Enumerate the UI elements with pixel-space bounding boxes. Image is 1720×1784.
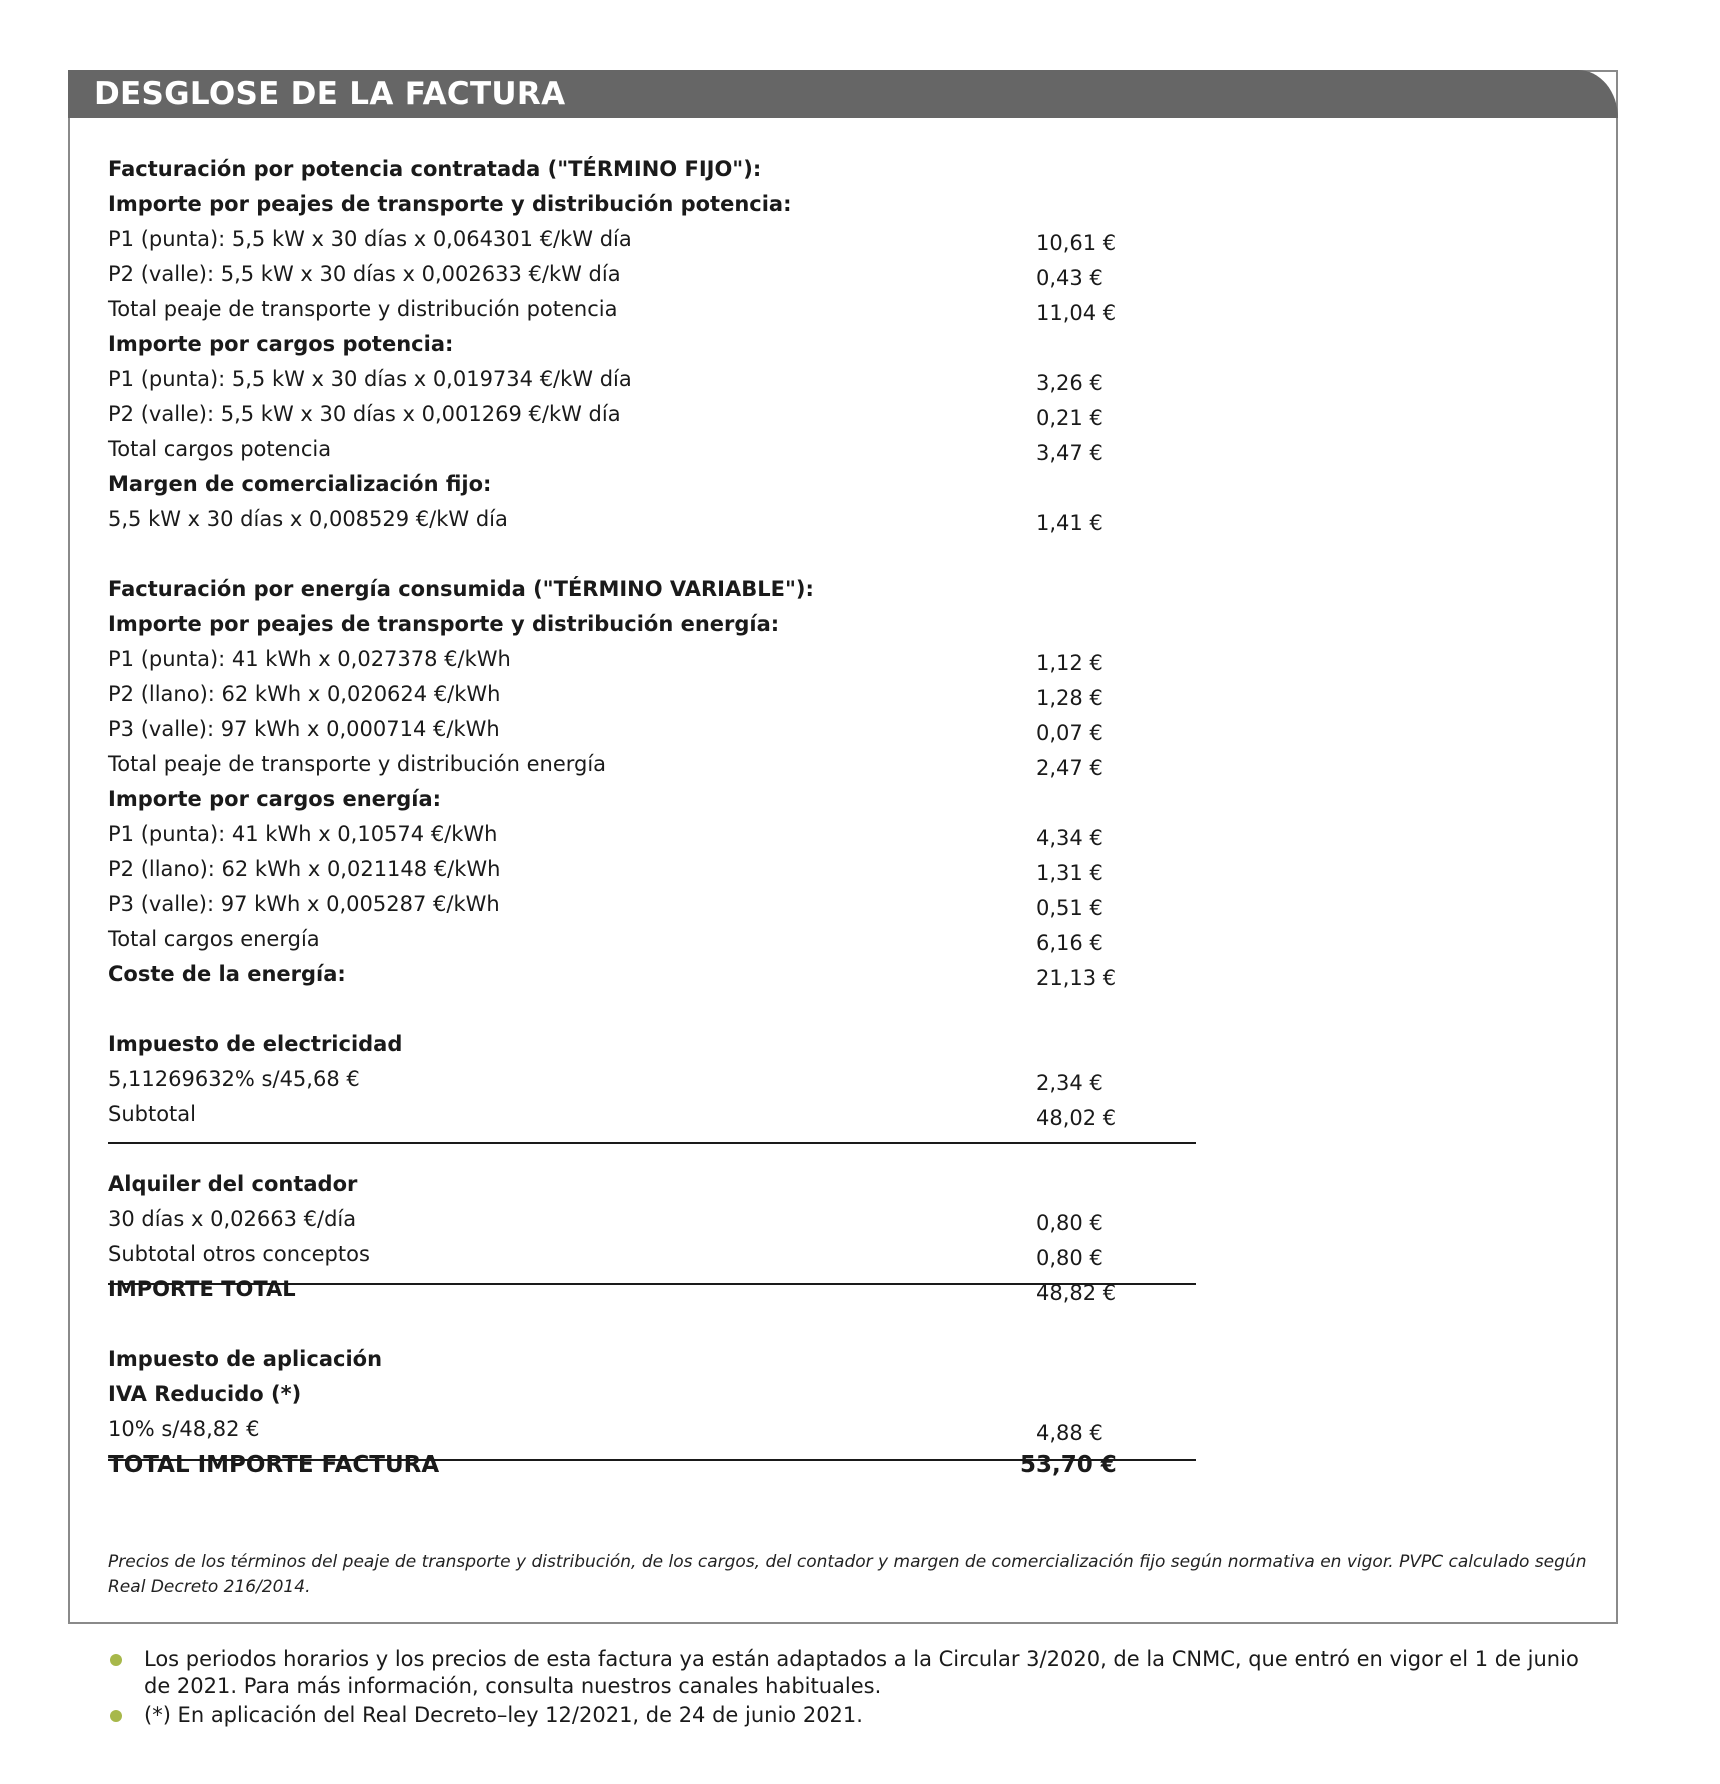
row-amount: 48,02 € — [1036, 1106, 1117, 1130]
breakdown-row — [108, 857, 1196, 887]
row-amount: 0,43 € — [1036, 266, 1103, 290]
row-label: P2 (valle): 5,5 kW x 30 días x 0,001269 €/kW día — [108, 402, 621, 426]
row-amount: 0,07 € — [1036, 721, 1103, 745]
breakdown-row — [108, 577, 1196, 607]
row-amount: 4,34 € — [1036, 826, 1103, 850]
row-label: P1 (punta): 5,5 kW x 30 días x 0,064301 €/kW día — [108, 227, 632, 251]
footnote-text: Los periodos horarios y los precios de esta factura ya están adaptados a la Circular 3/2020, de la CNMC, que entró en vigor el 1 de junio de 2021. Para más información, consulta nuestros canales habituales. — [144, 1647, 1579, 1698]
breakdown-row — [108, 472, 1196, 502]
breakdown-row — [108, 1452, 1196, 1482]
row-label: TOTAL IMPORTE FACTURA — [108, 1452, 440, 1478]
breakdown-row — [108, 1172, 1196, 1202]
breakdown-row — [108, 1207, 1196, 1237]
row-label: Total peaje de transporte y distribución energía — [108, 752, 607, 776]
breakdown-row — [108, 682, 1196, 712]
row-amount: 0,80 € — [1036, 1246, 1103, 1270]
row-amount: 1,28 € — [1036, 686, 1103, 710]
row-label: 10% s/48,82 € — [108, 1417, 260, 1441]
row-amount: 0,80 € — [1036, 1211, 1103, 1235]
importe-total-rule — [108, 1283, 1196, 1285]
row-label: IMPORTE TOTAL — [108, 1277, 296, 1301]
breakdown-row — [108, 1102, 1196, 1132]
footnotes — [108, 1646, 1608, 1731]
breakdown-row — [108, 262, 1196, 292]
breakdown-row — [108, 892, 1196, 922]
row-amount: 1,12 € — [1036, 651, 1103, 675]
breakdown-row — [108, 227, 1196, 257]
total-factura-rule — [108, 1459, 1196, 1461]
footnote-item — [108, 1646, 1608, 1700]
breakdown-row — [108, 647, 1196, 677]
row-label: Margen de comercialización fijo: — [108, 472, 492, 496]
subtotal-rule — [108, 1142, 1196, 1144]
row-amount: 2,34 € — [1036, 1071, 1103, 1095]
row-label: P3 (valle): 97 kWh x 0,005287 €/kWh — [108, 892, 500, 916]
breakdown-row — [108, 1347, 1196, 1377]
row-label: P2 (llano): 62 kWh x 0,020624 €/kWh — [108, 682, 501, 706]
row-label: P2 (valle): 5,5 kW x 30 días x 0,002633 €/kW día — [108, 262, 621, 286]
row-label: P1 (punta): 41 kWh x 0,027378 €/kWh — [108, 647, 511, 671]
row-label: Importe por cargos energía: — [108, 787, 442, 811]
row-amount: 11,04 € — [1036, 301, 1117, 325]
row-label: Alquiler del contador — [108, 1172, 358, 1196]
row-label: Importe por cargos potencia: — [108, 332, 454, 356]
row-amount: 21,13 € — [1036, 966, 1117, 990]
row-label: Total peaje de transporte y distribución potencia — [108, 297, 618, 321]
breakdown-row — [108, 1417, 1196, 1447]
bullet-dot-icon — [110, 1710, 122, 1722]
row-amount: 0,21 € — [1036, 406, 1103, 430]
row-label: Importe por peajes de transporte y distribución potencia: — [108, 192, 792, 216]
row-label: Impuesto de electricidad — [108, 1032, 403, 1056]
row-label: Facturación por energía consumida ("TÉRMINO VARIABLE"): — [108, 577, 814, 601]
row-label: P3 (valle): 97 kWh x 0,000714 €/kWh — [108, 717, 500, 741]
row-amount: 53,70 € — [1020, 1452, 1117, 1478]
panel-title: DESGLOSE DE LA FACTURA — [94, 76, 566, 112]
row-label: IVA Reducido (*) — [108, 1382, 302, 1406]
breakdown-row — [108, 157, 1196, 187]
row-amount: 2,47 € — [1036, 756, 1103, 780]
row-label: Subtotal otros conceptos — [108, 1242, 370, 1266]
row-label: Coste de la energía: — [108, 962, 346, 986]
breakdown-row — [108, 367, 1196, 397]
breakdown-row — [108, 402, 1196, 432]
row-amount: 3,26 € — [1036, 371, 1103, 395]
breakdown-row — [108, 507, 1196, 537]
breakdown-row — [108, 787, 1196, 817]
row-label: P1 (punta): 41 kWh x 0,10574 €/kWh — [108, 822, 498, 846]
pricing-note: Precios de los términos del peaje de transporte y distribución, de los cargos, del contador y margen de comercialización fijo según normativa en vigor. PVPC calculado según Real Decreto 216/2014. — [108, 1552, 1587, 1597]
row-label: Total cargos potencia — [108, 437, 332, 461]
row-amount: 48,82 € — [1036, 1281, 1117, 1305]
breakdown-row — [108, 1277, 1196, 1307]
row-amount: 10,61 € — [1036, 231, 1117, 255]
breakdown-row — [108, 717, 1196, 747]
breakdown-row — [108, 927, 1196, 957]
row-label: Facturación por potencia contratada ("TÉRMINO FIJO"): — [108, 157, 762, 181]
breakdown-row — [108, 297, 1196, 327]
breakdown-row — [108, 612, 1196, 642]
row-amount: 1,41 € — [1036, 511, 1103, 535]
row-label: Impuesto de aplicación — [108, 1347, 383, 1371]
row-label: Importe por peajes de transporte y distribución energía: — [108, 612, 780, 636]
footnote-item — [108, 1702, 1608, 1729]
panel-header — [68, 70, 1618, 118]
row-amount: 1,31 € — [1036, 861, 1103, 885]
row-label: P1 (punta): 5,5 kW x 30 días x 0,019734 €/kW día — [108, 367, 632, 391]
breakdown-row — [108, 962, 1196, 992]
row-label: 5,5 kW x 30 días x 0,008529 €/kW día — [108, 507, 508, 531]
breakdown-row — [108, 1067, 1196, 1097]
row-label: 5,11269632% s/45,68 € — [108, 1067, 360, 1091]
row-label: P2 (llano): 62 kWh x 0,021148 €/kWh — [108, 857, 501, 881]
bullet-dot-icon — [110, 1654, 122, 1666]
breakdown-row — [108, 752, 1196, 782]
row-amount: 6,16 € — [1036, 931, 1103, 955]
breakdown-row — [108, 332, 1196, 362]
breakdown-row — [108, 192, 1196, 222]
row-amount: 0,51 € — [1036, 896, 1103, 920]
breakdown-row — [108, 437, 1196, 467]
row-label: Total cargos energía — [108, 927, 320, 951]
breakdown-row — [108, 1032, 1196, 1062]
row-label: 30 días x 0,02663 €/día — [108, 1207, 357, 1231]
row-amount: 3,47 € — [1036, 441, 1103, 465]
breakdown-row — [108, 822, 1196, 852]
breakdown-row — [108, 1382, 1196, 1412]
row-amount: 4,88 € — [1036, 1421, 1103, 1445]
breakdown-row — [108, 1242, 1196, 1272]
row-label: Subtotal — [108, 1102, 196, 1126]
footnote-text: (*) En aplicación del Real Decreto–ley 12/2021, de 24 de junio 2021. — [144, 1703, 863, 1727]
